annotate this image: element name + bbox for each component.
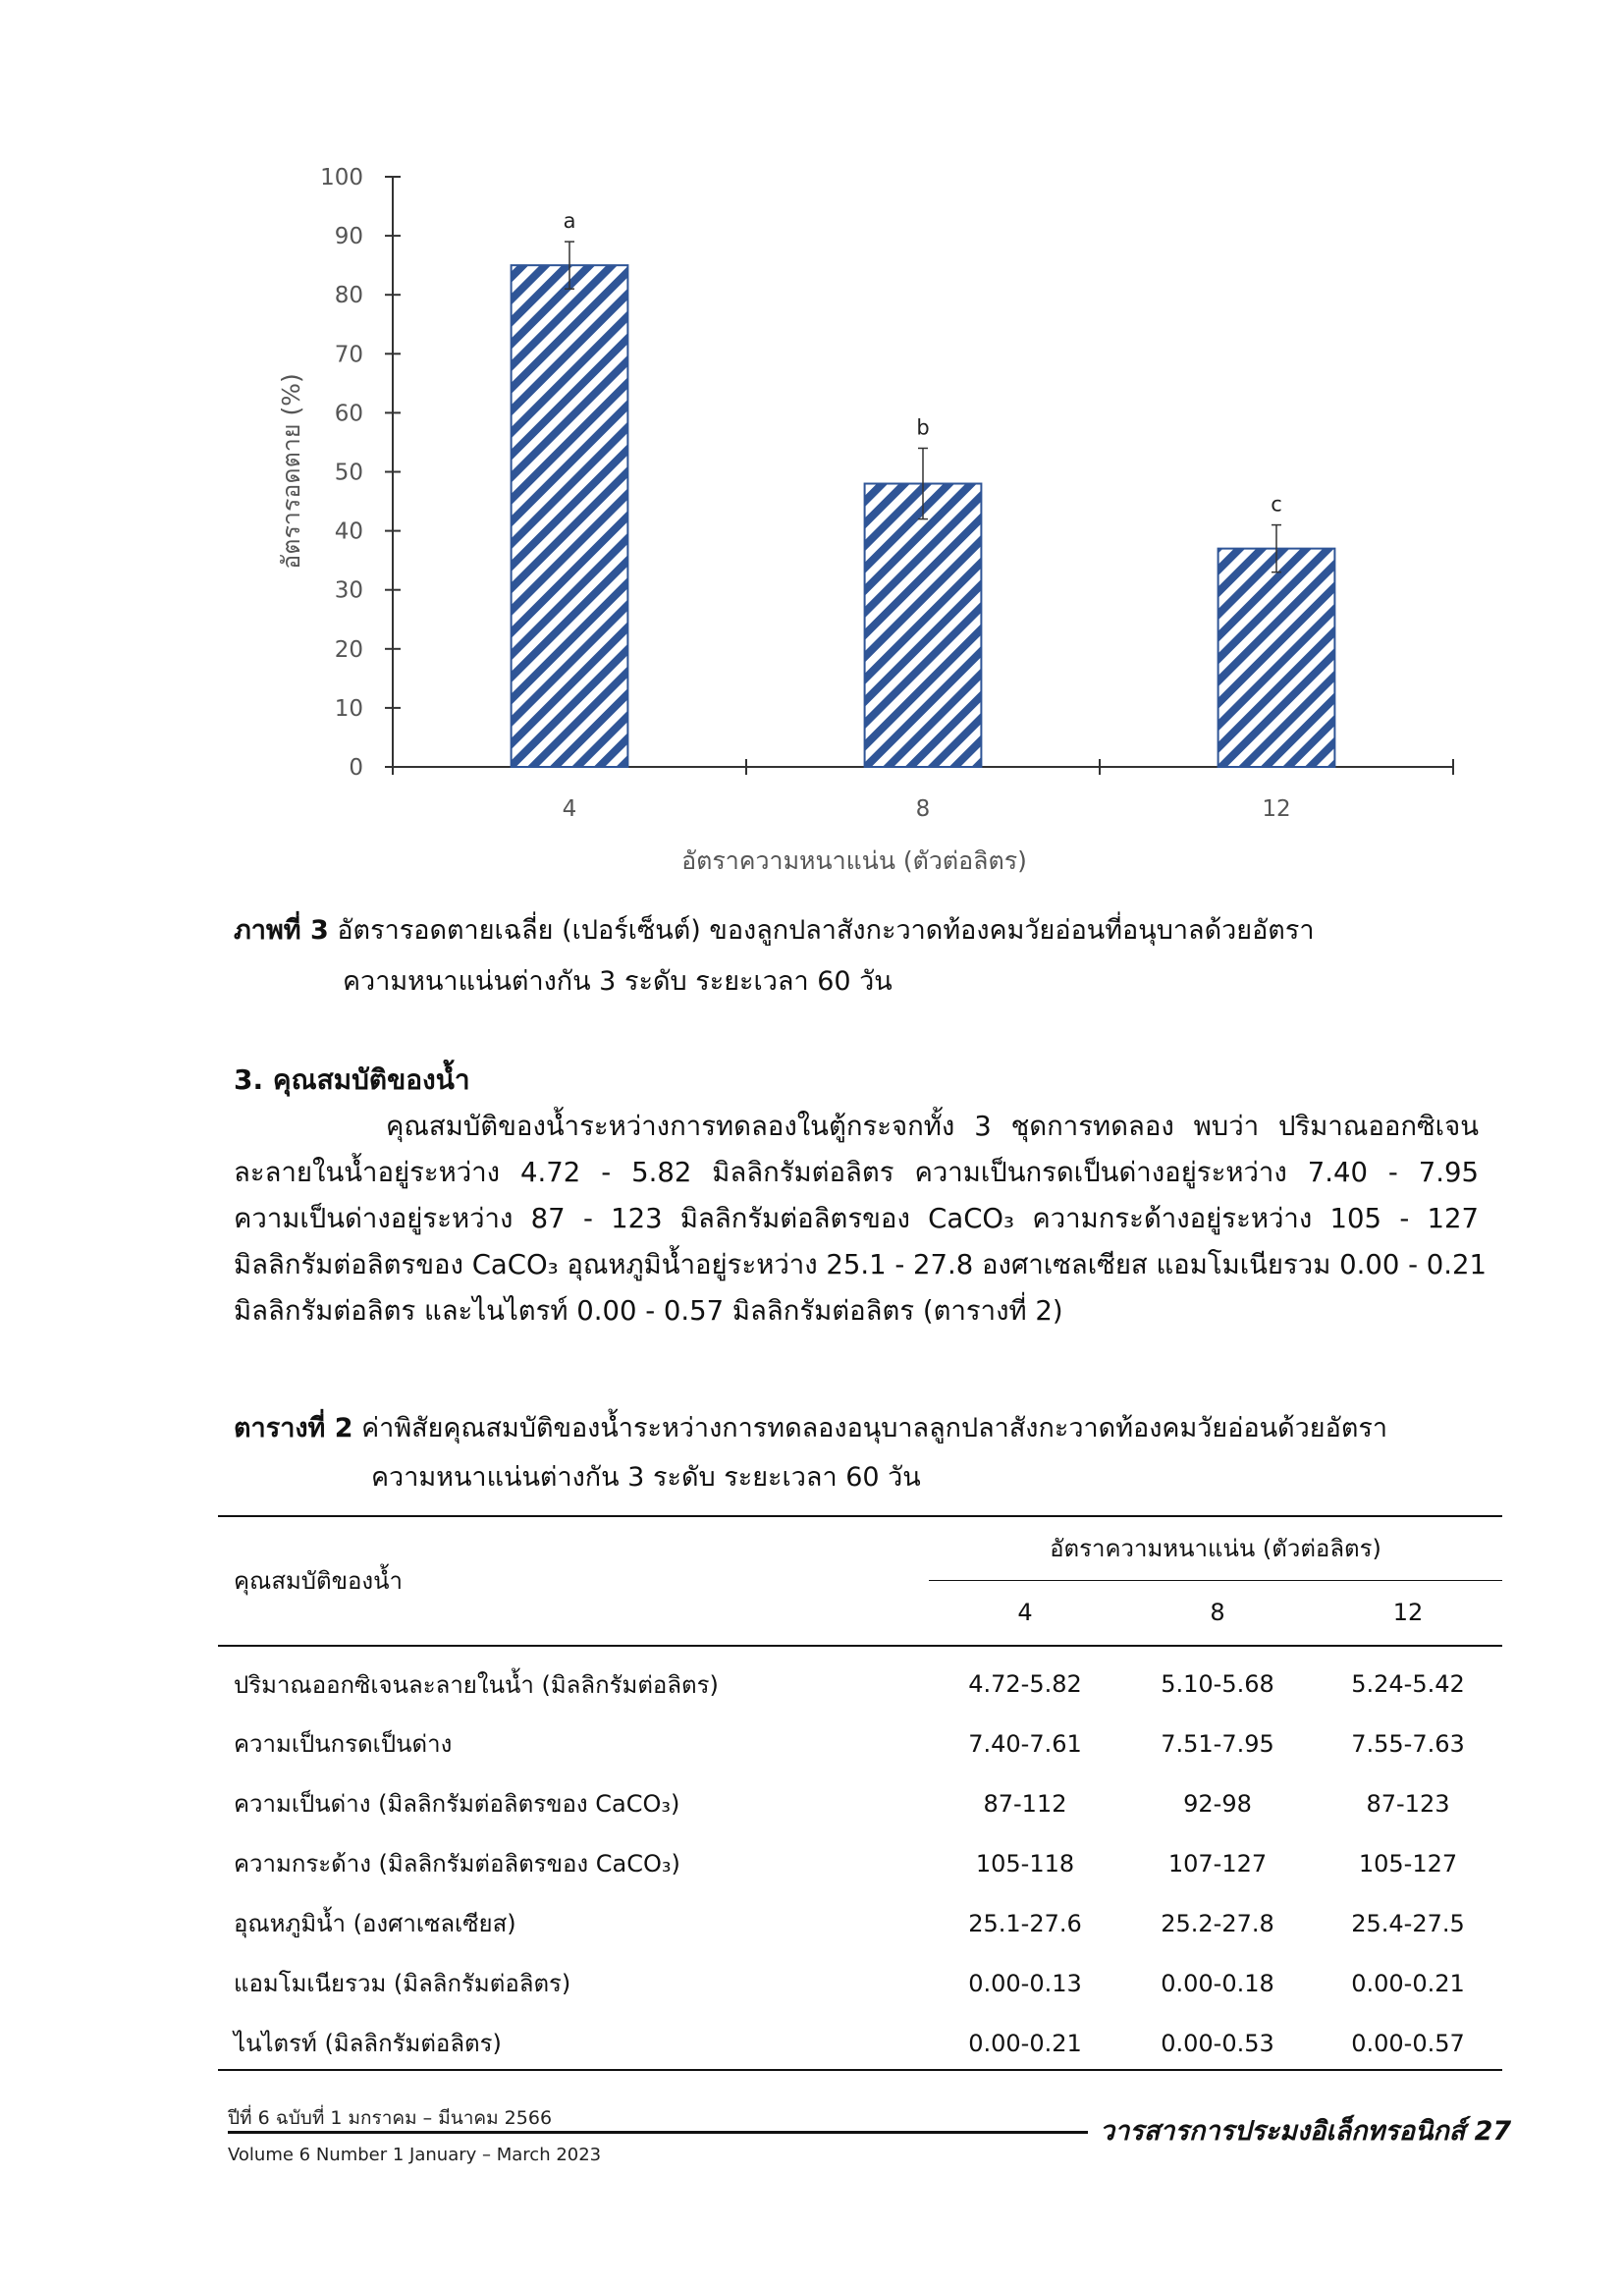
bar bbox=[865, 484, 982, 767]
y-tick-label: 30 bbox=[334, 577, 363, 604]
section-paragraph bbox=[234, 1104, 1487, 1334]
table-cell: 0.00-0.53 bbox=[1161, 2029, 1274, 2057]
table-cell: 92-98 bbox=[1183, 1789, 1252, 1818]
bars bbox=[512, 209, 1335, 767]
table-caption-line1: ค่าพิสัยคุณสมบัติของน้ำระหว่างการทดลองอนุบาลลูกปลาสังกะวาดท้องคมวัยอ่อนด้วยอัตรา bbox=[352, 1413, 1388, 1443]
significance-letter: b bbox=[916, 415, 930, 440]
table-caption-label: ตารางที่ 2 bbox=[234, 1413, 353, 1443]
y-tick-label: 40 bbox=[334, 518, 363, 545]
table-row bbox=[218, 1714, 1502, 1773]
paragraph-line: คุณสมบัติของน้ำระหว่างการทดลองในตู้กระจกทั้ง 3 ชุดการทดลอง พบว่า ปริมาณออกซิเจน bbox=[386, 1111, 1479, 1142]
table-cell: 5.24-5.42 bbox=[1351, 1670, 1465, 1698]
table-cell: 87-112 bbox=[983, 1789, 1067, 1818]
table-column-header: 8 bbox=[1210, 1599, 1225, 1626]
table-row-label: ปริมาณออกซิเจนละลายในน้ำ (มิลลิกรัมต่อลิตร) bbox=[234, 1670, 719, 1699]
table-cell: 0.00-0.57 bbox=[1351, 2029, 1465, 2057]
table-caption-line2: ความหนาแน่นต่างกัน 3 ระดับ ระยะเวลา 60 วัน bbox=[371, 1462, 921, 1493]
table-row-label: อุณหภูมิน้ำ (องศาเซลเซียส) bbox=[234, 1910, 516, 1937]
figure-caption-label: ภาพที่ 3 bbox=[234, 915, 329, 946]
table-cell: 0.00-0.13 bbox=[968, 1969, 1082, 1997]
figure-caption bbox=[234, 905, 1510, 1007]
y-tick-label: 50 bbox=[334, 460, 363, 486]
x-axis bbox=[393, 759, 1453, 822]
y-tick-label: 80 bbox=[334, 283, 363, 309]
survival-rate-bar-chart bbox=[236, 147, 1492, 894]
table-caption bbox=[234, 1404, 1510, 1502]
y-tick-label: 90 bbox=[334, 224, 363, 250]
table-cell: 25.1-27.6 bbox=[968, 1909, 1082, 1937]
section-heading: 3. คุณสมบัติของน้ำ bbox=[234, 1063, 470, 1096]
table-cell: 0.00-0.18 bbox=[1161, 1969, 1274, 1997]
x-tick-label: 12 bbox=[1262, 796, 1291, 822]
y-axis-label: อัตรารอดตาย (%) bbox=[277, 373, 305, 570]
x-tick-label: 8 bbox=[915, 796, 931, 822]
footer-issue bbox=[228, 2103, 601, 2165]
significance-letter: c bbox=[1271, 492, 1282, 517]
bar bbox=[1218, 549, 1335, 767]
figure-caption-line2: ความหนาแน่นต่างกัน 3 ระดับ ระยะเวลา 60 วัน bbox=[343, 966, 893, 997]
table-row-label: ความกระด้าง (มิลลิกรัมต่อลิตรของ CaCO₃) bbox=[234, 1850, 680, 1878]
y-tick-label: 0 bbox=[349, 755, 363, 781]
paragraph-line: ละลายในน้ำอยู่ระหว่าง 4.72 - 5.82 มิลลิกรัมต่อลิตร ความเป็นกรดเป็นด่างอยู่ระหว่าง 7.40 - 7.95 bbox=[234, 1157, 1479, 1188]
table-column-header: 12 bbox=[1392, 1599, 1424, 1626]
table-row bbox=[218, 2013, 1502, 2073]
table-row bbox=[218, 1773, 1502, 1833]
paragraph-line: มิลลิกรัมต่อลิตร และไนไตรท์ 0.00 - 0.57 มิลลิกรัมต่อลิตร (ตารางที่ 2) bbox=[234, 1295, 1063, 1327]
table-cell: 105-118 bbox=[975, 1849, 1075, 1878]
significance-letter: a bbox=[563, 209, 576, 234]
y-tick-label: 60 bbox=[334, 401, 363, 427]
table-cell: 107-127 bbox=[1167, 1849, 1268, 1878]
footer-rule bbox=[228, 2131, 1088, 2134]
table-cell: 0.00-0.21 bbox=[968, 2029, 1082, 2057]
table-row-header: คุณสมบัติของน้ำ bbox=[234, 1566, 404, 1595]
x-tick-label: 4 bbox=[562, 796, 577, 822]
table-cell: 7.51-7.95 bbox=[1161, 1729, 1274, 1758]
table-cell: 87-123 bbox=[1366, 1789, 1450, 1818]
bar bbox=[512, 265, 628, 767]
table-cell: 0.00-0.21 bbox=[1351, 1969, 1465, 1997]
y-tick-label: 100 bbox=[320, 165, 363, 190]
table-row bbox=[218, 1953, 1502, 2013]
paragraph-line: มิลลิกรัมต่อลิตรของ CaCO₃ อุณหภูมิน้ำอยู่ระหว่าง 25.1 - 27.8 องศาเซลเซียส แอมโมเนียรวม 0.00 - 0.21 bbox=[234, 1249, 1487, 1280]
footer-issue-en: Volume 6 Number 1 January – March 2023 bbox=[228, 2145, 602, 2165]
table-row-label: ไนไตรท์ (มิลลิกรัมต่อลิตร) bbox=[234, 2030, 502, 2057]
table-row-label: ความเป็นกรดเป็นด่าง bbox=[234, 1730, 453, 1758]
table-row bbox=[218, 1893, 1502, 1953]
y-tick-label: 70 bbox=[334, 342, 363, 368]
table-row bbox=[218, 1833, 1502, 1893]
table-cell: 25.2-27.8 bbox=[1161, 1909, 1274, 1937]
table-column-header: 4 bbox=[1017, 1599, 1033, 1626]
table-row-label: ความเป็นด่าง (มิลลิกรัมต่อลิตรของ CaCO₃) bbox=[234, 1790, 680, 1818]
footer-journal: วารสารการประมงอิเล็กทรอนิกส์ 27 bbox=[1100, 2116, 1512, 2147]
x-axis-label: อัตราความหนาแน่น (ตัวต่อลิตร) bbox=[681, 846, 1027, 875]
y-tick-label: 20 bbox=[334, 636, 363, 663]
water-quality-table bbox=[218, 1515, 1502, 2073]
table-cell: 25.4-27.5 bbox=[1351, 1909, 1465, 1937]
table-cell: 4.72-5.82 bbox=[968, 1670, 1082, 1698]
footer-issue-th: ปีที่ 6 ฉบับที่ 1 มกราคม – มีนาคม 2566 bbox=[228, 2107, 553, 2129]
figure-caption-line1: อัตรารอดตายเฉลี่ย (เปอร์เซ็นต์) ของลูกปลาสังกะวาดท้องคมวัยอ่อนที่อนุบาลด้วยอัตรา bbox=[328, 915, 1315, 946]
y-tick-label: 10 bbox=[334, 695, 363, 722]
table-cell: 7.40-7.61 bbox=[968, 1729, 1082, 1758]
table-row-label: แอมโมเนียรวม (มิลลิกรัมต่อลิตร) bbox=[234, 1970, 571, 1997]
paragraph-line: ความเป็นด่างอยู่ระหว่าง 87 - 123 มิลลิกรัมต่อลิตรของ CaCO₃ ความกระด้างอยู่ระหว่าง 105 - 127 bbox=[234, 1203, 1479, 1234]
table-row bbox=[218, 1645, 1502, 1714]
table-cell: 5.10-5.68 bbox=[1161, 1670, 1274, 1698]
y-axis bbox=[320, 165, 401, 781]
table-cell: 105-127 bbox=[1358, 1849, 1458, 1878]
table-group-header: อัตราความหนาแน่น (ตัวต่อลิตร) bbox=[1050, 1534, 1381, 1562]
table-cell: 7.55-7.63 bbox=[1351, 1729, 1465, 1758]
